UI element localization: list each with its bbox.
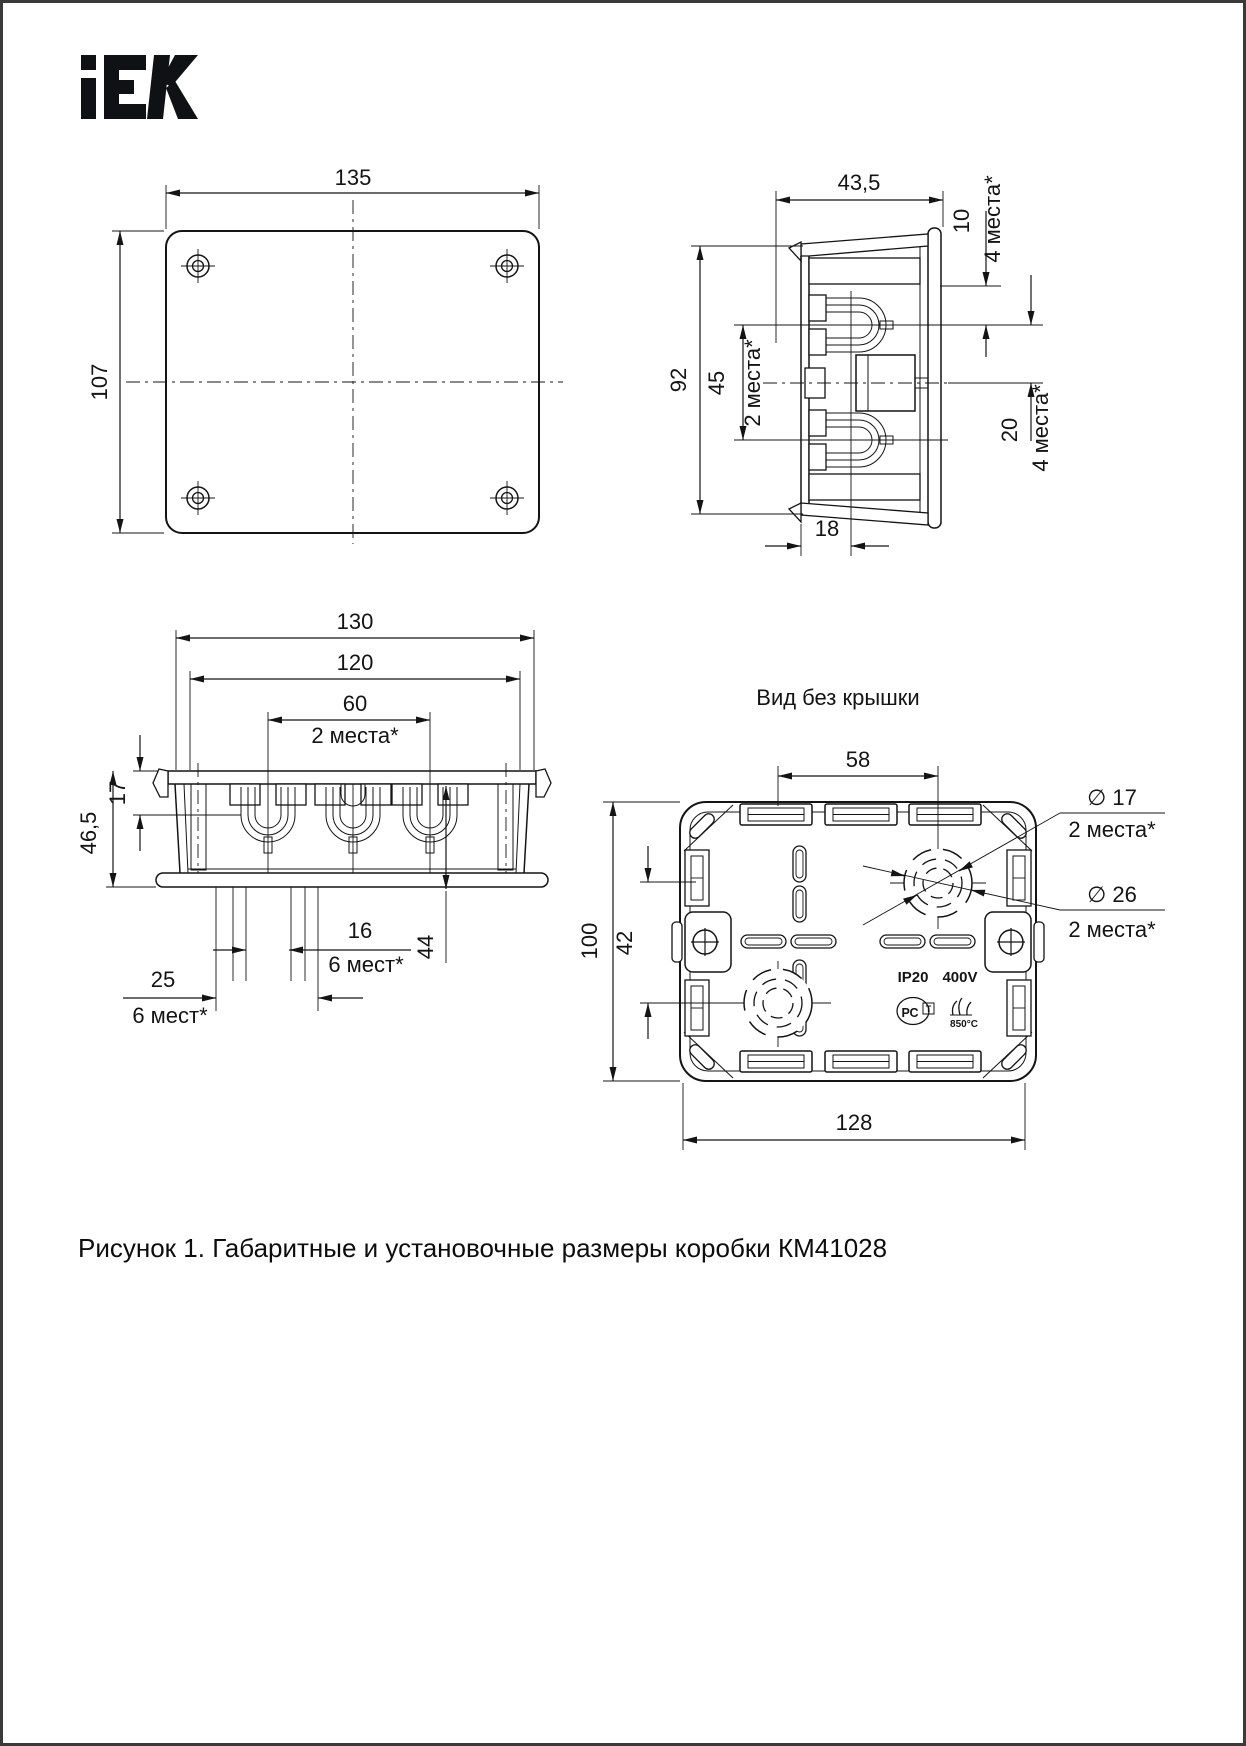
ip-rating: IP20 [897,969,929,986]
dim-pitch-large: 25 [150,967,176,992]
voltage: 400V [942,969,978,986]
elevation-body [133,763,551,887]
open-top-view-svg [533,643,1246,1203]
iek-logo [81,55,209,124]
dim-bottom-offset: 18 [814,516,840,541]
open-top-view [533,643,1246,1208]
svg-text:2 места*: 2 места* [1068,817,1156,842]
side-elevation-view [63,543,563,1048]
dim-top-offset-note: 4 места* [980,175,1005,263]
dim-open-height: 100 [577,922,602,960]
iek-logo-glyphs [81,55,209,119]
dim-top-offset: 10 [949,208,974,234]
dim-cover-width: 135 [334,165,372,190]
dim-height: 46,5 [76,811,101,855]
dim-section-width: 43,5 [837,170,881,195]
side-elevation-view-svg [63,543,563,1043]
dim-knockout-offset: 58 [845,747,871,772]
dim-pitch-large-note: 6 мест* [132,1003,208,1028]
svg-text:∅ 26: ∅ 26 [1087,882,1137,907]
dim-cover-height: 107 [87,363,112,401]
dim-slot-spacing-note: 2 места* [740,339,765,427]
dim-pitch-small-note: 6 мест* [328,952,404,977]
temperature: 850°С [950,1019,978,1030]
figure-caption: Рисунок 1. Габаритные и установочные размеры коробки КМ41028 [78,1233,888,1263]
dim-open-width: 128 [835,1110,873,1135]
side-section-view [603,143,1063,578]
dim-mid-offset-note: 4 места* [1028,384,1053,472]
dim-width-inner: 120 [336,650,374,675]
dim-width-outer: 130 [336,609,374,634]
dim-inner-height: 44 [413,934,438,960]
dim-rim-depth: 17 [105,780,130,806]
svg-text:2 места*: 2 места* [1068,917,1156,942]
box-outline [680,802,1036,1081]
dim-section-height: 92 [666,367,691,393]
cover-top-view [63,143,563,578]
view-title: Вид без крышки [756,685,920,710]
svg-text:Т: Т [925,1004,932,1014]
svg-text:РС: РС [901,1006,919,1020]
section-body [763,228,1043,556]
dim-knockout-span: 60 [342,691,368,716]
side-section-view-svg [603,143,1063,573]
cover-top-view-svg [63,143,563,573]
dim-knockout-span-note: 2 места* [311,723,399,748]
elevation-dimensions [76,609,534,1028]
svg-text:∅ 17: ∅ 17 [1087,785,1137,810]
dim-pitch-small: 16 [347,918,373,943]
dim-mid-offset: 20 [997,417,1022,443]
dim-inner-offset: 42 [612,930,637,956]
dim-slot-spacing: 45 [704,370,729,396]
